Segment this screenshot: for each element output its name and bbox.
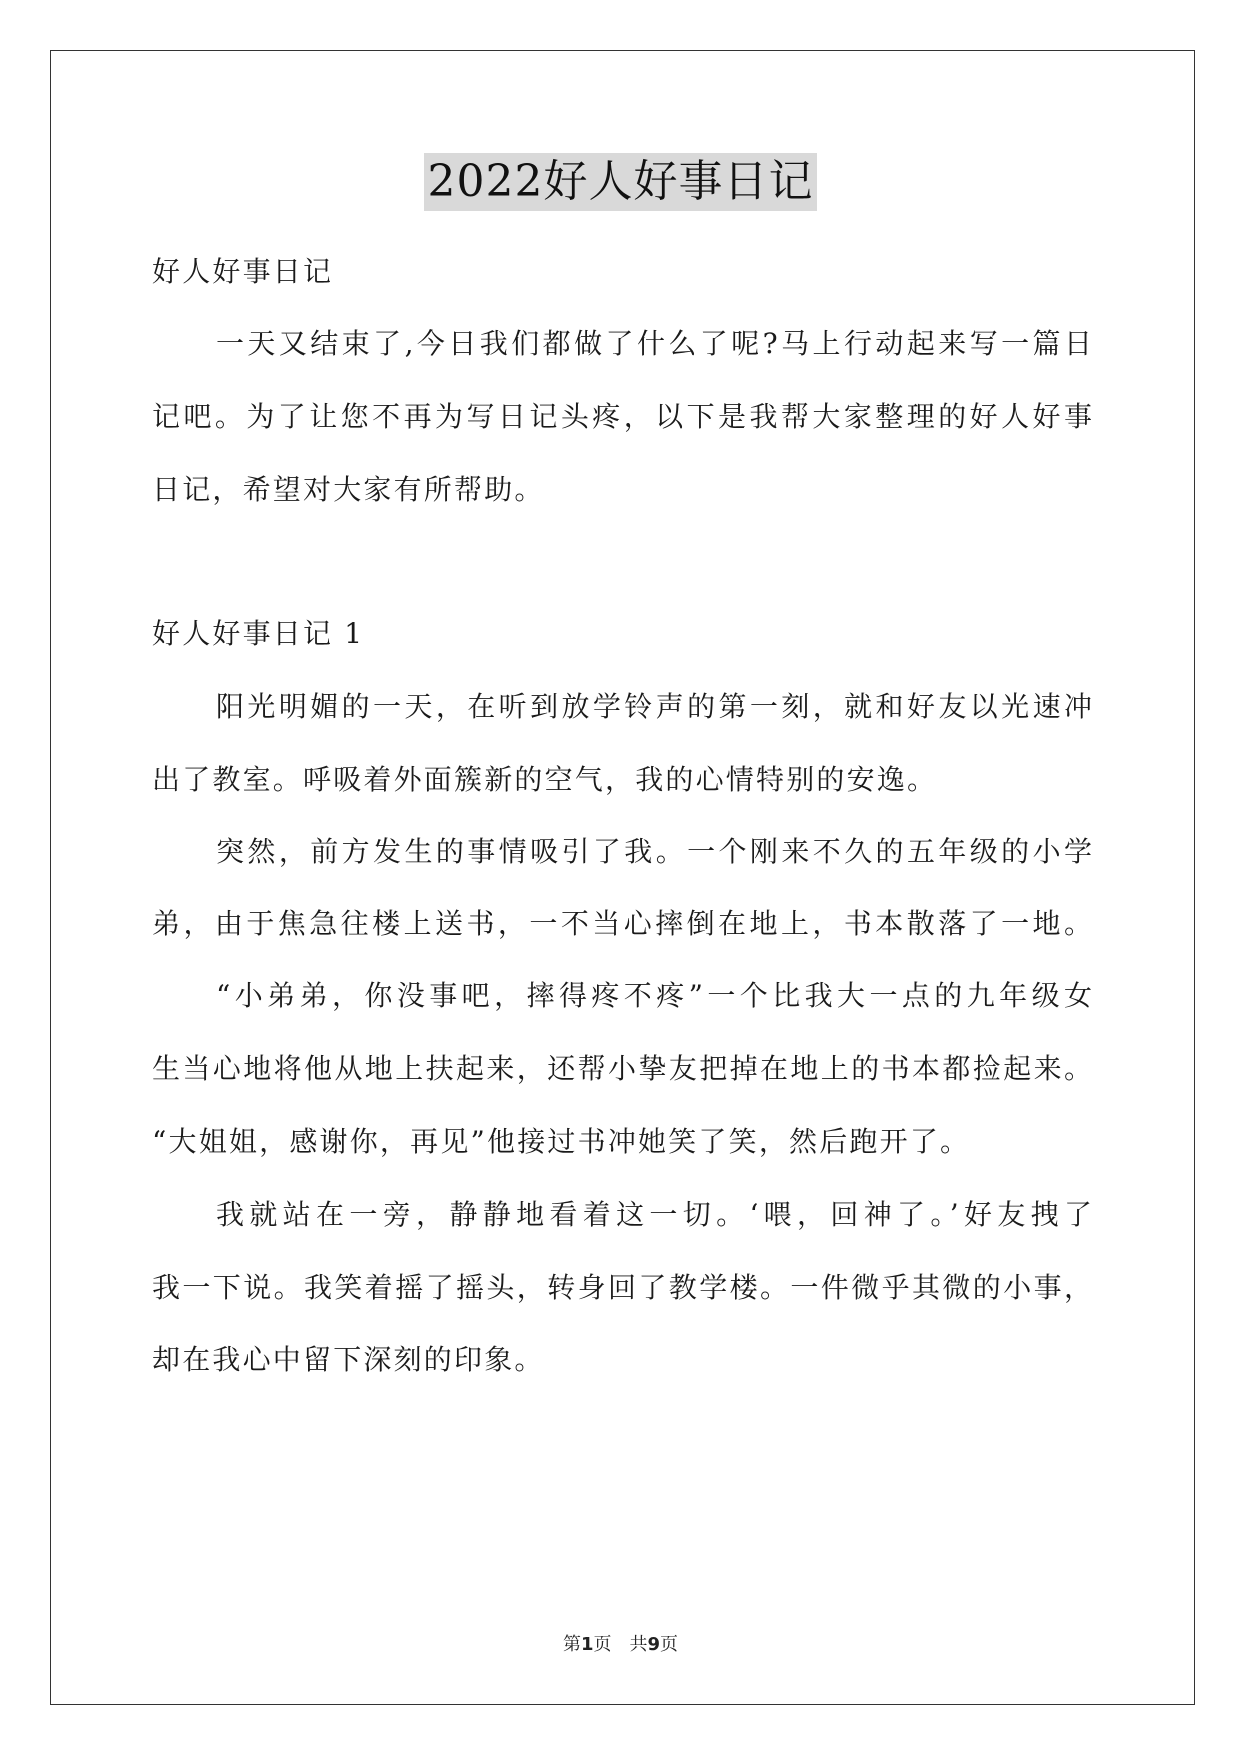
body-line: “大姐姐，感谢你，再见”他接过书冲她笑了笑，然后跑开了。 — [152, 1125, 971, 1158]
body-line: 却在我心中留下深刻的印象。 — [152, 1343, 545, 1376]
body-line: 记吧。为了让您不再为写日记头疼，以下是我帮大家整理的好人好事 — [152, 400, 1092, 433]
body-line: 突然，前方发生的事情吸引了我。一个刚来不久的五年级的小学 — [216, 835, 1092, 868]
body-line: 日记，希望对大家有所帮助。 — [152, 473, 545, 506]
body-line: “小弟弟，你没事吧，摔得疼不疼”一个比我大一点的九年级女 — [216, 979, 1092, 1012]
footer-page-prefix: 第 — [562, 1634, 581, 1655]
page-border — [50, 50, 1195, 1705]
body-line: 阳光明媚的一天，在听到放学铃声的第一刻，就和好友以光速冲 — [216, 690, 1092, 723]
footer-page-current: 1 — [580, 1634, 594, 1655]
body-line: 出了教室。呼吸着外面簇新的空气，我的心情特别的安逸。 — [152, 763, 938, 796]
section-heading: 好人好事日记 1 — [152, 617, 365, 650]
body-line: 一天又结束了,今日我们都做了什么了呢?马上行动起来写一篇日 — [216, 327, 1092, 360]
document-title: 2022好人好事日记 — [424, 153, 818, 211]
body-line: 我就站在一旁，静静地看着这一切。‘喂，回神了。’好友拽了 — [216, 1198, 1092, 1231]
page-footer — [0, 1630, 1241, 1656]
footer-page-suffix: 页 — [660, 1634, 679, 1655]
footer-page-mid: 页 共 — [593, 1634, 648, 1655]
subtitle-line: 好人好事日记 — [152, 255, 334, 288]
body-line: 生当心地将他从地上扶起来，还帮小挚友把掉在地上的书本都捡起来。 — [152, 1052, 1092, 1085]
footer-page-total: 9 — [647, 1634, 661, 1655]
body-line: 弟，由于焦急往楼上送书，一不当心摔倒在地上，书本散落了一地。 — [152, 907, 1092, 940]
title-wrapper — [0, 153, 1241, 211]
body-line: 我一下说。我笑着摇了摇头，转身回了教学楼。一件微乎其微的小事， — [152, 1271, 1092, 1304]
